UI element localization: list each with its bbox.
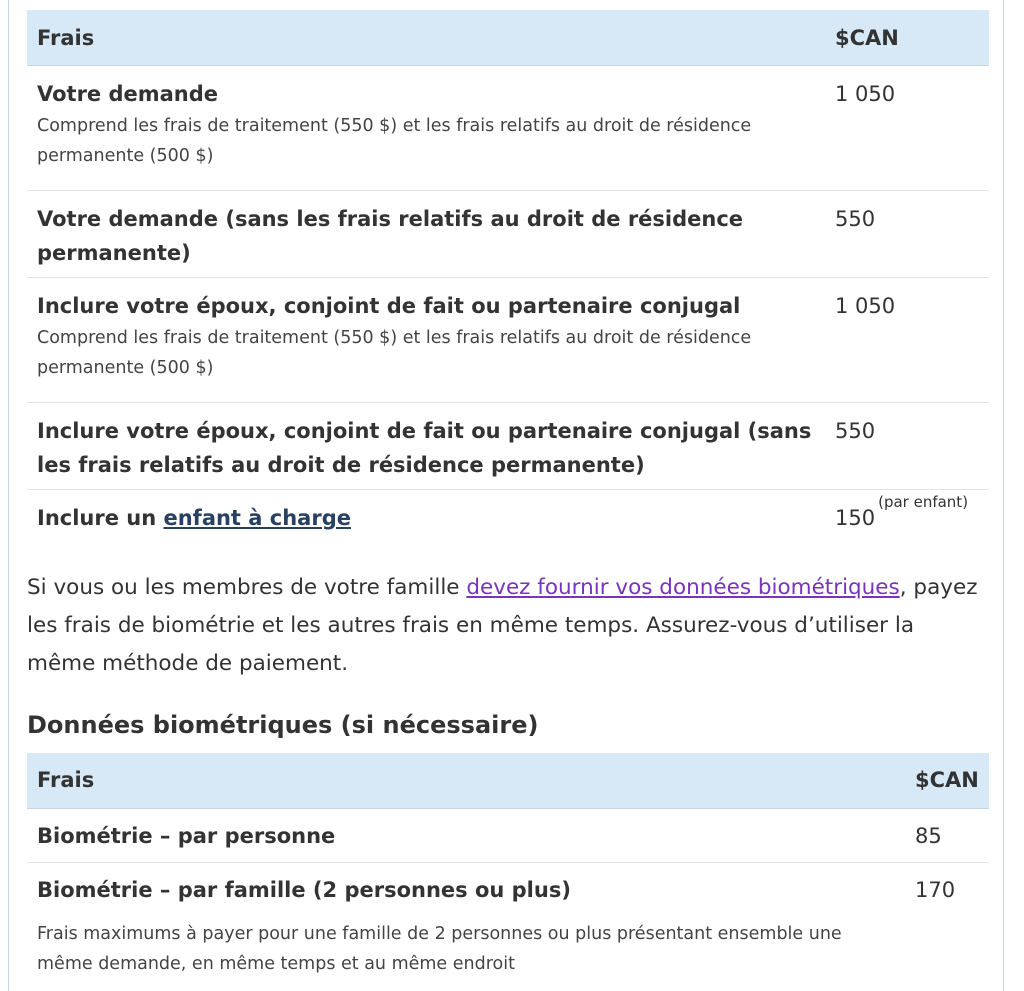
table-row: [27, 403, 989, 490]
row-amount: 170: [915, 877, 956, 902]
row-title: [37, 501, 815, 535]
header-cad: $CAN: [905, 753, 989, 809]
per-child-note: (par enfant): [878, 493, 969, 511]
biometrics-table: [27, 753, 989, 979]
table-row: [27, 490, 989, 547]
row-title: Votre demande (sans les frais relatifs au droit de résidence permanente): [37, 207, 744, 265]
table-row: [27, 278, 989, 403]
row-title-prefix: Inclure un: [37, 506, 164, 530]
row-description: Frais maximums à payer pour une famille de 2 personnes ou plus présentant ensemble une même demande, en même temps et au même endroit: [37, 923, 842, 974]
row-title: Inclure votre époux, conjoint de fait ou partenaire conjugal (sans les frais relatifs au droit de résidence permanente): [37, 419, 812, 477]
table-row: [27, 191, 989, 278]
biometrics-table-header: [27, 753, 989, 809]
row-amount: 550: [835, 419, 876, 443]
row-amount: 550: [835, 207, 876, 231]
row-title: Votre demande: [37, 82, 219, 106]
row-title: Inclure votre époux, conjoint de fait ou partenaire conjugal: [37, 294, 741, 318]
dependent-child-link[interactable]: enfant à charge: [163, 506, 351, 530]
table-row: [27, 808, 989, 862]
header-fees: Frais: [27, 10, 825, 66]
row-amount: 150: [835, 506, 876, 530]
paragraph-text-before: Si vous ou les membres de votre famille: [27, 574, 467, 600]
fees-table-header: [27, 10, 989, 66]
fees-table: [27, 10, 989, 547]
row-description: Comprend les frais de traitement (550 $) et les frais relatifs au droit de résidence permanente (500 $): [37, 328, 752, 378]
row-title: Biométrie – par famille (2 personnes ou plus): [37, 877, 571, 902]
row-amount: 1 050: [835, 294, 896, 318]
biometrics-heading: Données biométriques (si nécessaire): [27, 710, 539, 739]
paragraph-text-after: , payez les frais de biométrie et les autres frais en même temps. Assurez-vous d’utiliser la même méthode de paiement.: [27, 574, 978, 676]
table-row: [27, 66, 989, 191]
header-fees: Frais: [27, 753, 905, 809]
row-title: Biométrie – par personne: [37, 823, 336, 848]
row-amount: 1 050: [835, 82, 896, 106]
header-cad: $CAN: [825, 10, 989, 66]
row-amount: 85: [915, 823, 942, 848]
fees-content: [27, 10, 989, 979]
table-row: [27, 862, 989, 979]
biometrics-info-link[interactable]: devez fournir vos données biométriques: [466, 574, 900, 600]
row-description: Comprend les frais de traitement (550 $) et les frais relatifs au droit de résidence permanente (500 $): [37, 116, 752, 166]
biometrics-paragraph: [27, 569, 989, 683]
